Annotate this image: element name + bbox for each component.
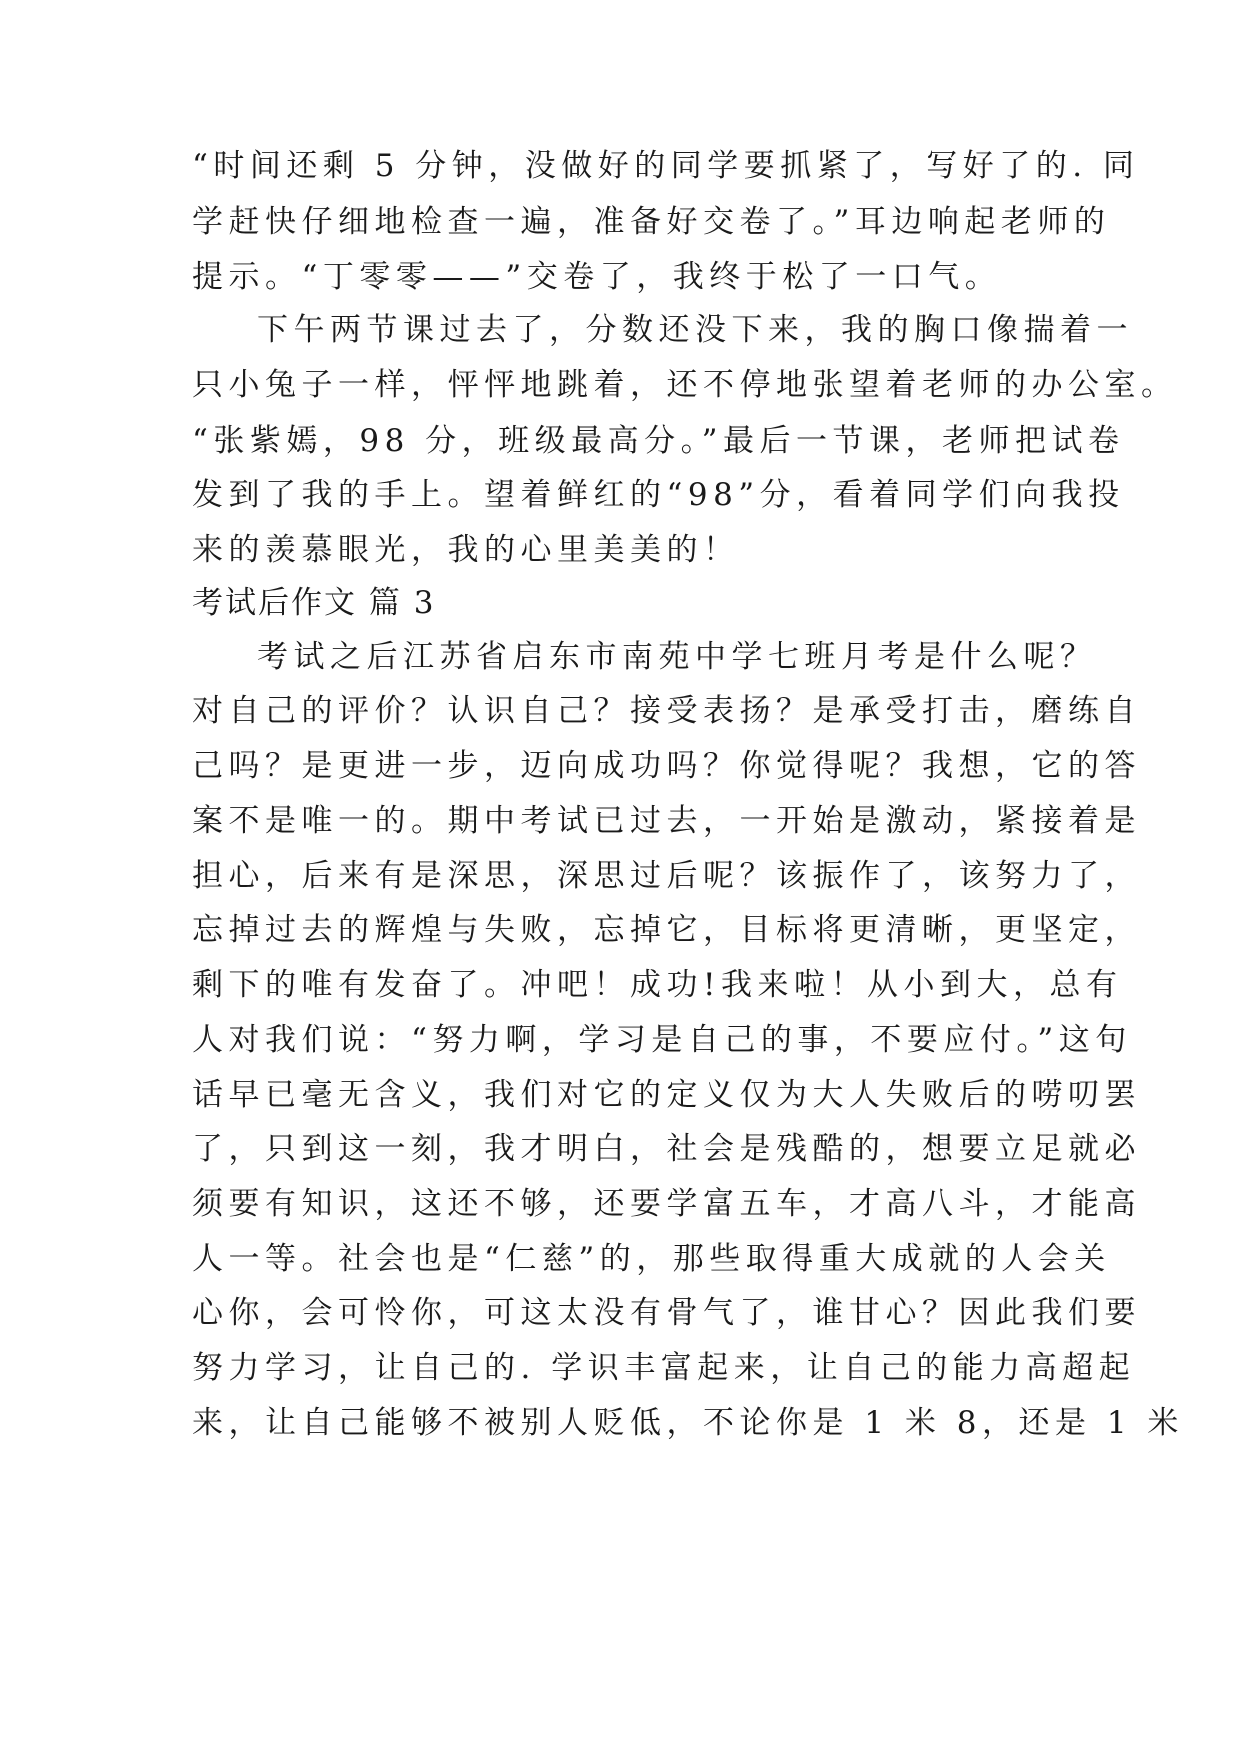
text-line: 来，让自己能够不被别人贬低，不论你是 1 米 8，还是 1 米 <box>192 1405 1184 1441</box>
text-line: 提示。“丁零零——”交卷了，我终于松了一口气。 <box>192 259 1002 295</box>
text-line: 须要有知识，这还不够，还要学富五车，才高八斗，才能高 <box>192 1186 1141 1222</box>
text-line: 人对我们说：“努力啊，学习是自己的事，不要应付。”这句 <box>192 1022 1132 1058</box>
text-line: 只小兔子一样，怦怦地跳着，还不停地张望着老师的办公室。 <box>192 367 1178 403</box>
text-line: 人一等。社会也是“仁慈”的，那些取得重大成就的人会关 <box>192 1241 1111 1277</box>
text-line: 对自己的评价？认识自己？接受表扬？是承受打击，磨练自 <box>192 693 1141 729</box>
essay-heading: 考试后作文 篇 3 <box>192 585 436 621</box>
text-line: 发到了我的手上。望着鲜红的“98”分，看着同学们向我投 <box>192 477 1125 513</box>
text-line: 担心，后来有是深思，深思过后呢？该振作了，该努力了， <box>192 858 1141 894</box>
text-line: 学赶快仔细地检查一遍，准备好交卷了。”耳边响起老师的 <box>192 204 1111 240</box>
text-line: 考试之后江苏省启东市南苑中学七班月考是什么呢？ <box>257 639 1097 675</box>
text-line: “时间还剩 5 分钟，没做好的同学要抓紧了，写好了的. 同 <box>192 148 1140 184</box>
text-line: “张紫嫣，98 分，班级最高分。”最后一节课，老师把试卷 <box>192 423 1125 459</box>
text-line: 己吗？是更进一步，迈向成功吗？你觉得呢？我想，它的答 <box>192 748 1141 784</box>
text-line: 剩下的唯有发奋了。冲吧！成功!我来啦！从小到大，总有 <box>192 967 1123 1003</box>
text-line: 心你，会可怜你，可这太没有骨气了，谁甘心？因此我们要 <box>192 1295 1141 1331</box>
text-line: 忘掉过去的辉煌与失败，忘掉它，目标将更清晰，更坚定， <box>192 912 1141 948</box>
text-line: 来的羡慕眼光，我的心里美美的！ <box>192 532 740 568</box>
text-line: 努力学习，让自己的. 学识丰富起来，让自己的能力高超起 <box>192 1350 1136 1386</box>
text-line: 下午两节课过去了，分数还没下来，我的胸口像揣着一 <box>257 312 1133 348</box>
text-line: 话早已毫无含义，我们对它的定义仅为大人失败后的唠叨罢 <box>192 1077 1141 1113</box>
text-line: 案不是唯一的。期中考试已过去，一开始是激动，紧接着是 <box>192 803 1141 839</box>
text-line: 了，只到这一刻，我才明白，社会是残酷的，想要立足就必 <box>192 1131 1141 1167</box>
